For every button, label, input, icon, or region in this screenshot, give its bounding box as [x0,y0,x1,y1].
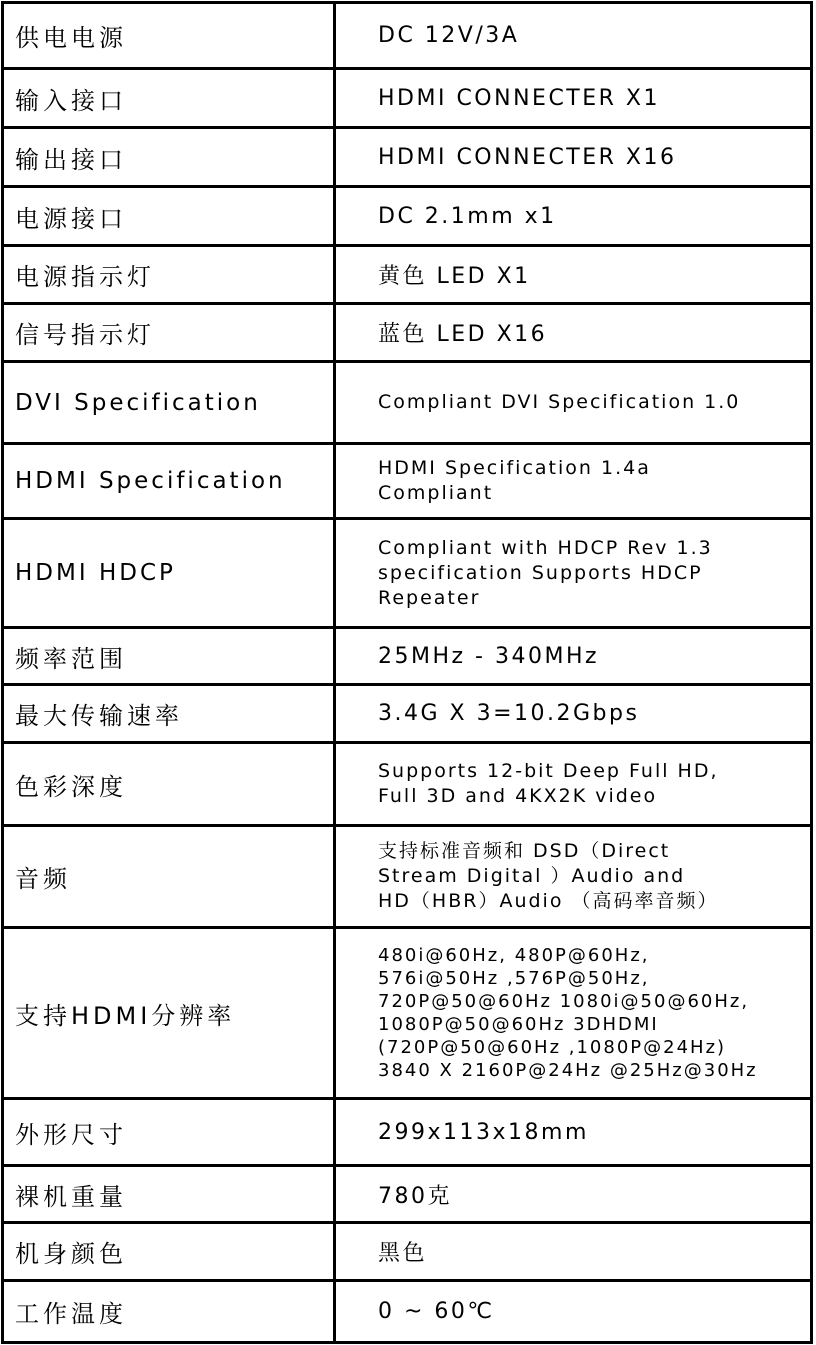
spec-value-line: Compliant with HDCP Rev 1.3 [378,536,713,559]
spec-value [335,304,812,362]
spec-value [335,187,812,246]
spec-value [335,1281,812,1343]
spec-label: HDMI HDCP [3,519,335,628]
table-row [3,1099,812,1166]
spec-value-line: Compliant [378,482,494,504]
spec-label: 支持HDMI分辨率 [3,928,335,1099]
spec-value [335,1223,812,1281]
spec-label: 频率范围 [3,628,335,685]
spec-value [335,628,812,685]
spec-value-line: 780克 [378,1183,452,1209]
spec-label: 输入接口 [3,69,335,128]
table-row [3,743,812,826]
spec-table [1,1,813,1344]
table-row [3,246,812,304]
spec-label: 机身颜色 [3,1223,335,1281]
spec-label: 裸机重量 [3,1166,335,1223]
table-row [3,3,812,69]
table-row [3,187,812,246]
spec-value-line: 3.4G X 3=10.2Gbps [378,701,640,726]
spec-value-line: DC 12V/3A [378,23,520,48]
spec-value [335,246,812,304]
table-row [3,1223,812,1281]
spec-label: 最大传输速率 [3,685,335,743]
spec-value-line: Compliant DVI Specification 1.0 [378,391,741,413]
spec-value [335,743,812,826]
table-row [3,685,812,743]
spec-value-line: 黄色 LED X1 [378,264,531,289]
spec-value-line: 蓝色 LED X16 [378,322,548,347]
table-row [3,69,812,128]
spec-label: 电源接口 [3,187,335,246]
spec-value-line: Supports 12-bit Deep Full HD, [378,760,719,782]
table-row [3,519,812,628]
spec-label: 信号指示灯 [3,304,335,362]
spec-value [335,519,812,628]
spec-value-line: (720P@50@60Hz ,1080P@24Hz) [378,1037,727,1058]
spec-value-line: DC 2.1mm x1 [378,203,557,229]
spec-value-line: 1080P@50@60Hz 3DHDMI [378,1014,659,1035]
table-row [3,304,812,362]
spec-label: HDMI Specification [3,444,335,519]
spec-label: 音频 [3,826,335,928]
spec-label: DVI Specification [3,362,335,444]
spec-value [335,826,812,928]
spec-value [335,1166,812,1223]
spec-value-line: HDMI CONNECTER X1 [378,85,660,111]
spec-label: 工作温度 [3,1281,335,1343]
table-row [3,128,812,187]
table-row [3,362,812,444]
spec-label: 色彩深度 [3,743,335,826]
spec-label: 输出接口 [3,128,335,187]
table-row [3,444,812,519]
spec-value-line: 720P@50@60Hz 1080i@50@60Hz, [378,991,750,1012]
spec-value-line: 25MHz - 340MHz [378,643,600,669]
spec-label: 电源指示灯 [3,246,335,304]
table-row [3,1281,812,1343]
spec-value [335,3,812,69]
spec-value-line: 480i@60Hz, 480P@60Hz, [378,945,650,966]
spec-value-line: 黑色 [378,1241,428,1266]
spec-value-line: 3840 X 2160P@24Hz @25Hz@30Hz [378,1060,758,1081]
table-row [3,1166,812,1223]
spec-value-line: 576i@50Hz ,576P@50Hz, [378,968,650,989]
spec-value-line: HD（HBR）Audio （高码率音频） [378,890,719,912]
spec-value-line: HDMI CONNECTER X16 [378,144,677,170]
spec-value-line: 支持标准音频和 DSD（Direct [378,840,671,862]
spec-value [335,928,812,1099]
spec-label: 外形尺寸 [3,1099,335,1166]
spec-value-line: specification Supports HDCP [378,561,703,584]
spec-value-line: HDMI Specification 1.4a [378,457,651,479]
spec-value-line: Repeater [378,586,481,609]
table-row [3,826,812,928]
table-row [3,628,812,685]
spec-value [335,1099,812,1166]
spec-value-line: 299x113x18mm [378,1119,589,1145]
spec-label: 供电电源 [3,3,335,69]
spec-value [335,69,812,128]
spec-value [335,444,812,519]
spec-value-line: 0 ~ 60℃ [378,1299,495,1324]
spec-value [335,685,812,743]
spec-value-line: Stream Digital ）Audio and [378,865,686,887]
table-row [3,928,812,1099]
spec-value-line: Full 3D and 4KX2K video [378,785,658,807]
spec-value [335,128,812,187]
spec-value [335,362,812,444]
